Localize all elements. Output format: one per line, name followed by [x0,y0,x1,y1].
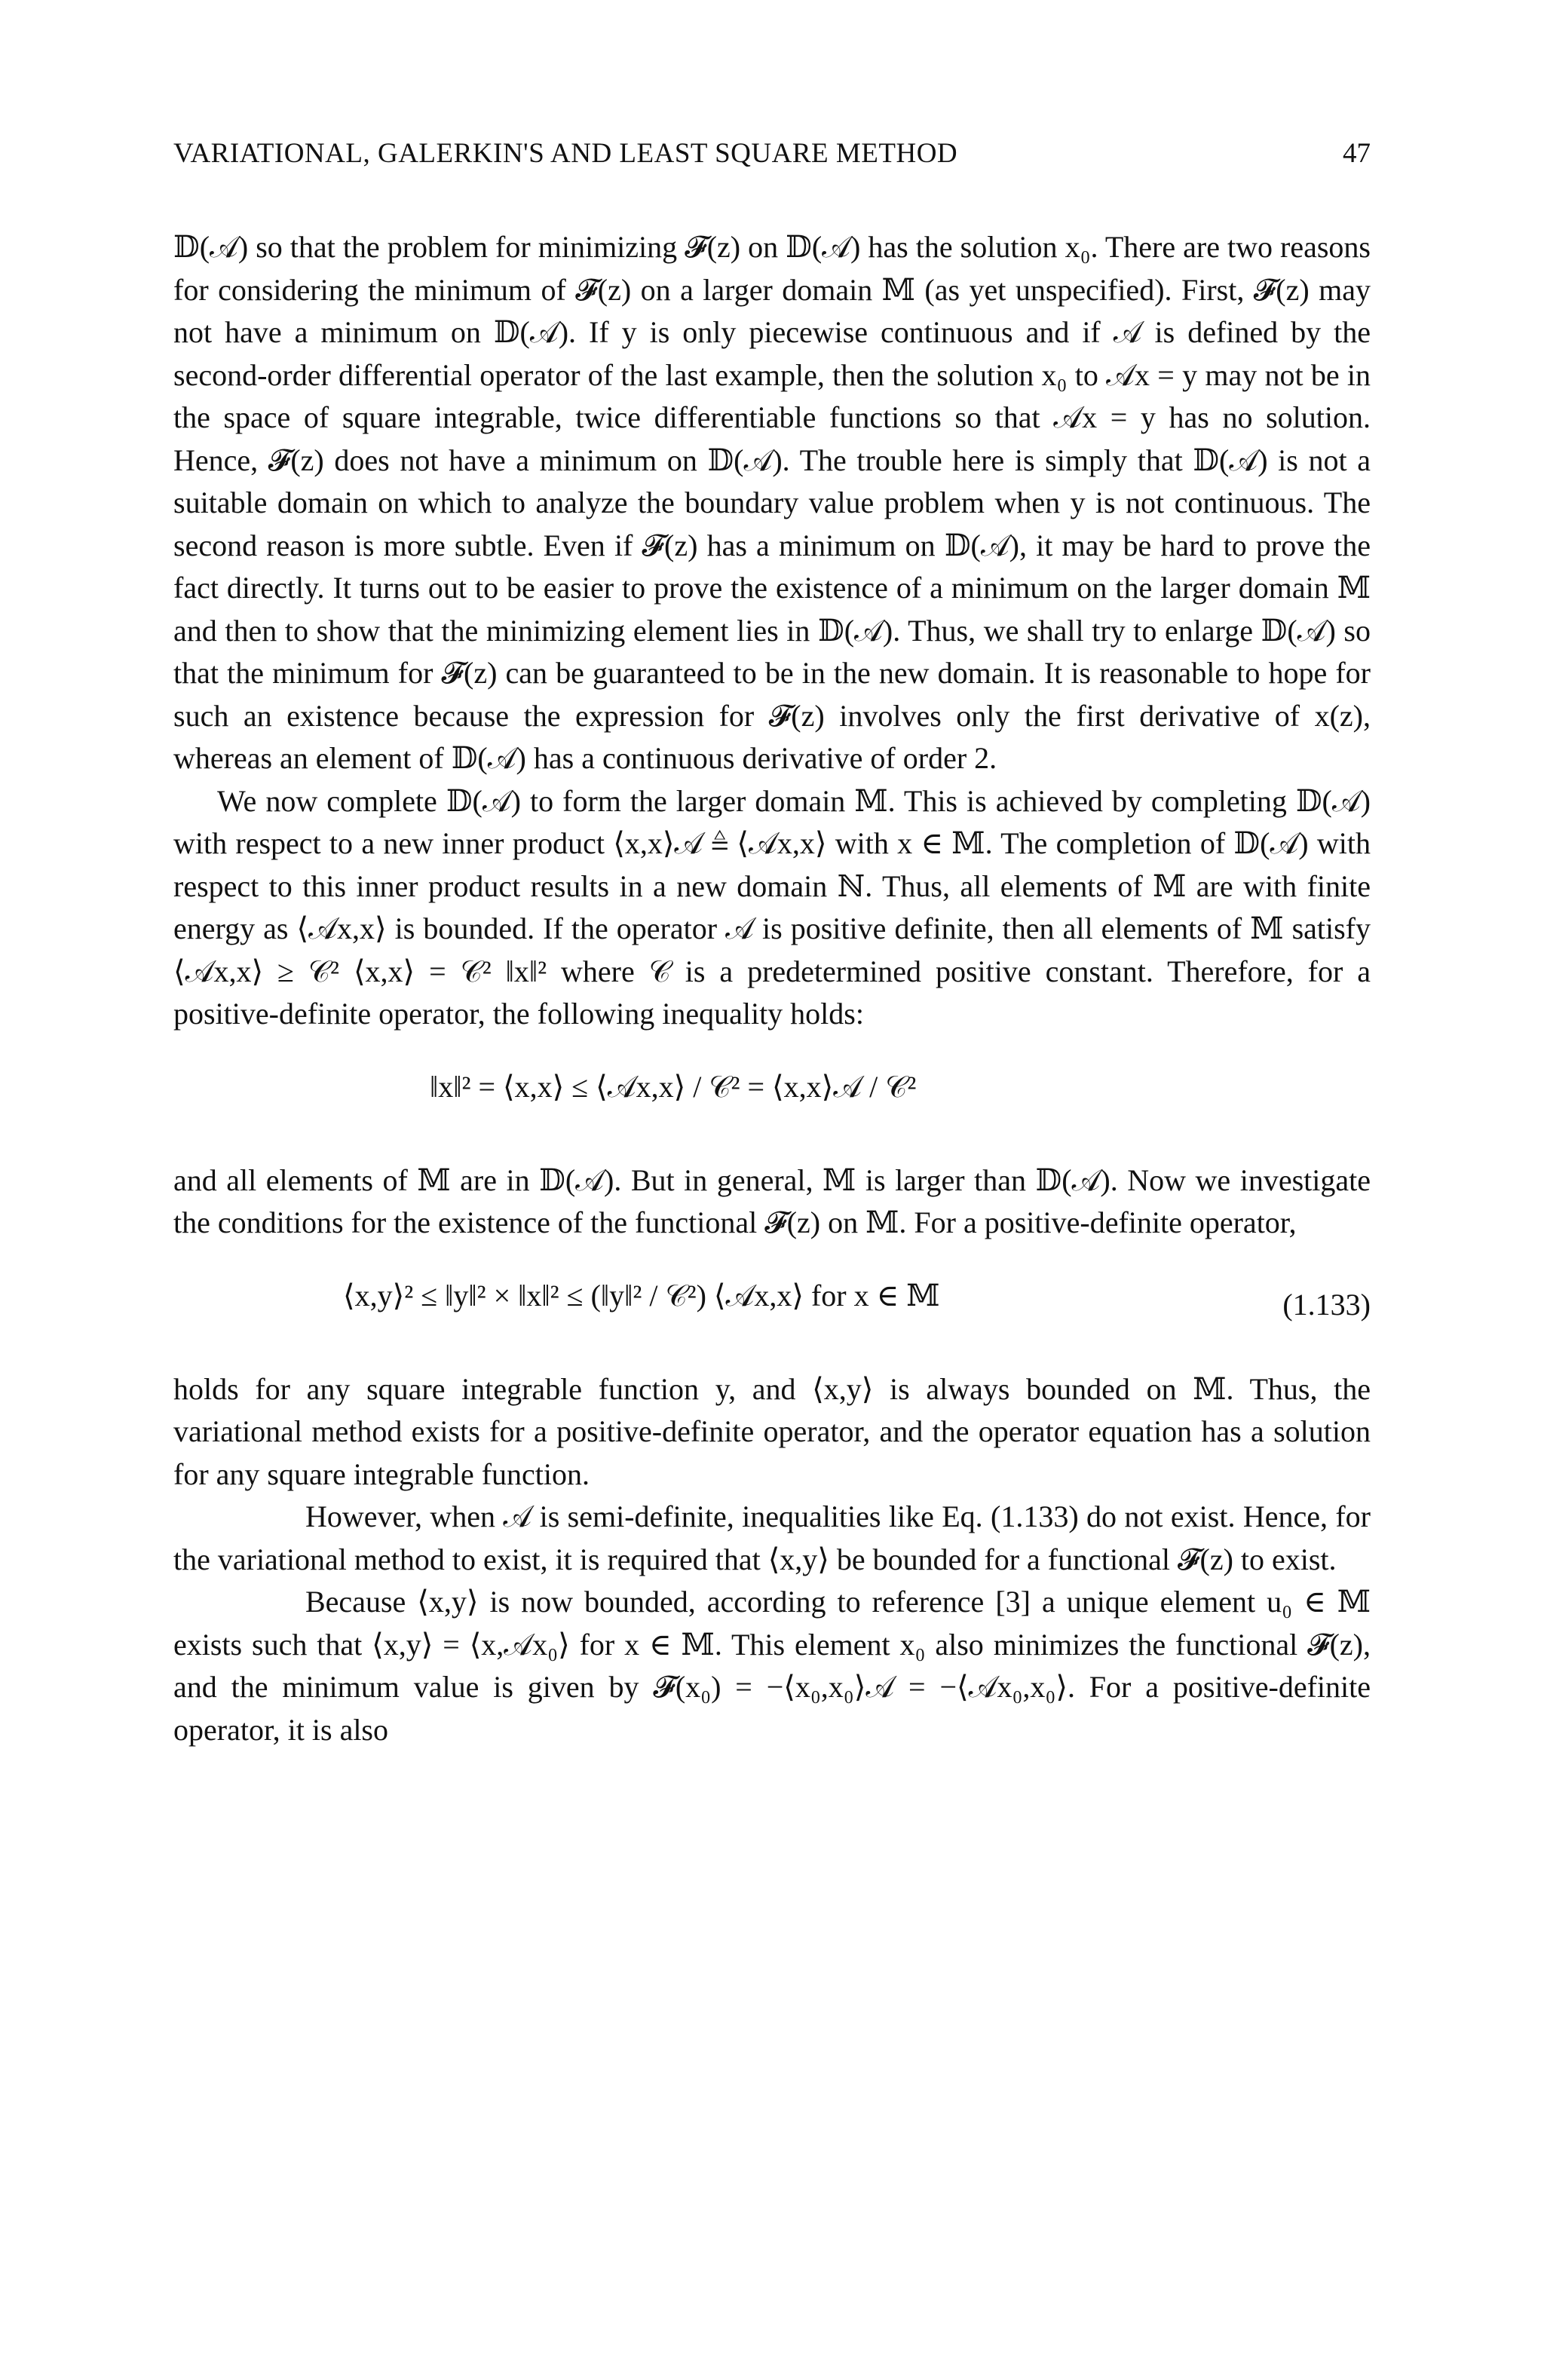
paragraph-6: Because ⟨x,y⟩ is now bounded, according to reference [3] a unique element u₀ ∈ 𝕄 exists such that ⟨x,y⟩ = ⟨x,𝒜x₀⟩ for x ∈ 𝕄. This element x₀ also minimizes the functional 𝓕(z), and the minimum value is given by 𝓕(x₀) = −⟨x₀,x₀⟩𝒜 = −⟨𝒜x₀,x₀⟩. For a positive-definite operator, it is also [173,1585,1371,1747]
chapter-title: VARIATIONAL, GALERKIN'S AND LEAST SQUARE METHOD [173,138,958,169]
paragraph-1: 𝔻(𝒜) so that the problem for minimizing 𝓕(z) on 𝔻(𝒜) has the solution x₀. There are two reasons for considering the minimum of 𝓕(z) on a larger domain 𝕄 (as yet unspecified). First, 𝓕(z) may not have a minimum on 𝔻(𝒜). If y is only piecewise continuous and if 𝒜 is defined by the second-order differential operator of the last example, then the solution x₀ to 𝒜x = y may not be in the space of square integrable, twice differentiable functions so that 𝒜x = y has no solution. Hence, 𝓕(z) does not have a minimum on 𝔻(𝒜). The trouble here is simply that 𝔻(𝒜) is not a suitable domain on which to analyze the boundary value problem when y is not continuous. The second reason is more subtle. Even if 𝓕(z) has a minimum on 𝔻(𝒜), it may be hard to prove the fact directly. It turns out to be easier to prove the existence of a minimum on the larger domain 𝕄 and then to show that the minimizing element lies in 𝔻(𝒜). Thus, we shall try to enlarge 𝔻(𝒜) so that the minimum for 𝓕(z) can be guaranteed to be in the new domain. It is reasonable to hope for such an existence because the expression for 𝓕(z) involves only the first derivative of x(z), whereas an element of 𝔻(𝒜) has a continuous derivative of order 2. [173,230,1371,775]
paragraph-5: However, when 𝒜 is semi-definite, inequalities like Eq. (1.133) do not exist. Hence, for the variational method to exist, it is required that ⟨x,y⟩ be bounded for a functional 𝓕(z) to exist. [173,1499,1371,1576]
equation-norm-inequality [173,1045,1371,1150]
paragraph-2: We now complete 𝔻(𝒜) to form the larger domain 𝕄. This is achieved by completing 𝔻(𝒜) with respect to a new inner product ⟨x,x⟩𝒜 ≜ ⟨𝒜x,x⟩ with x ∈ 𝕄. The completion of 𝔻(𝒜) with respect to this inner product results in a new domain ℕ. Thus, all elements of 𝕄 are with finite energy as ⟨𝒜x,x⟩ is bounded. If the operator 𝒜 is positive definite, then all elements of 𝕄 satisfy ⟨𝒜x,x⟩ ≥ 𝒞² ⟨x,x⟩ = 𝒞² ‖x‖² where 𝒞 is a predetermined positive constant. Therefore, for a positive-definite operator, the following inequality holds: [173,783,1371,1031]
paragraph-3: and all elements of 𝕄 are in 𝔻(𝒜). But in general, 𝕄 is larger than 𝔻(𝒜). Now we investigate the conditions for the existence of the functional 𝓕(z) on 𝕄. For a positive-definite operator, [173,1162,1371,1239]
page-number: 47 [1343,138,1371,169]
equation-body: ⟨x,y⟩² ≤ ‖y‖² × ‖x‖² ≤ (‖y‖² / 𝒞²) ⟨𝒜x,x⟩ for x ∈ 𝕄 [343,1278,940,1313]
equation-number: (1.133) [1282,1287,1371,1322]
main-text [173,226,1371,1751]
equation-body: ‖x‖² = ⟨x,x⟩ ≤ ⟨𝒜x,x⟩ / 𝒞² = ⟨x,x⟩𝒜 / 𝒞² [430,1069,917,1104]
equation-1-133 [173,1254,1371,1359]
paragraph-4: holds for any square integrable function y, and ⟨x,y⟩ is always bounded on 𝕄. Thus, the variational method exists for a positive-definite operator, and the operator equation has a solution for any square integrable function. [173,1371,1371,1491]
running-header [173,136,1371,172]
